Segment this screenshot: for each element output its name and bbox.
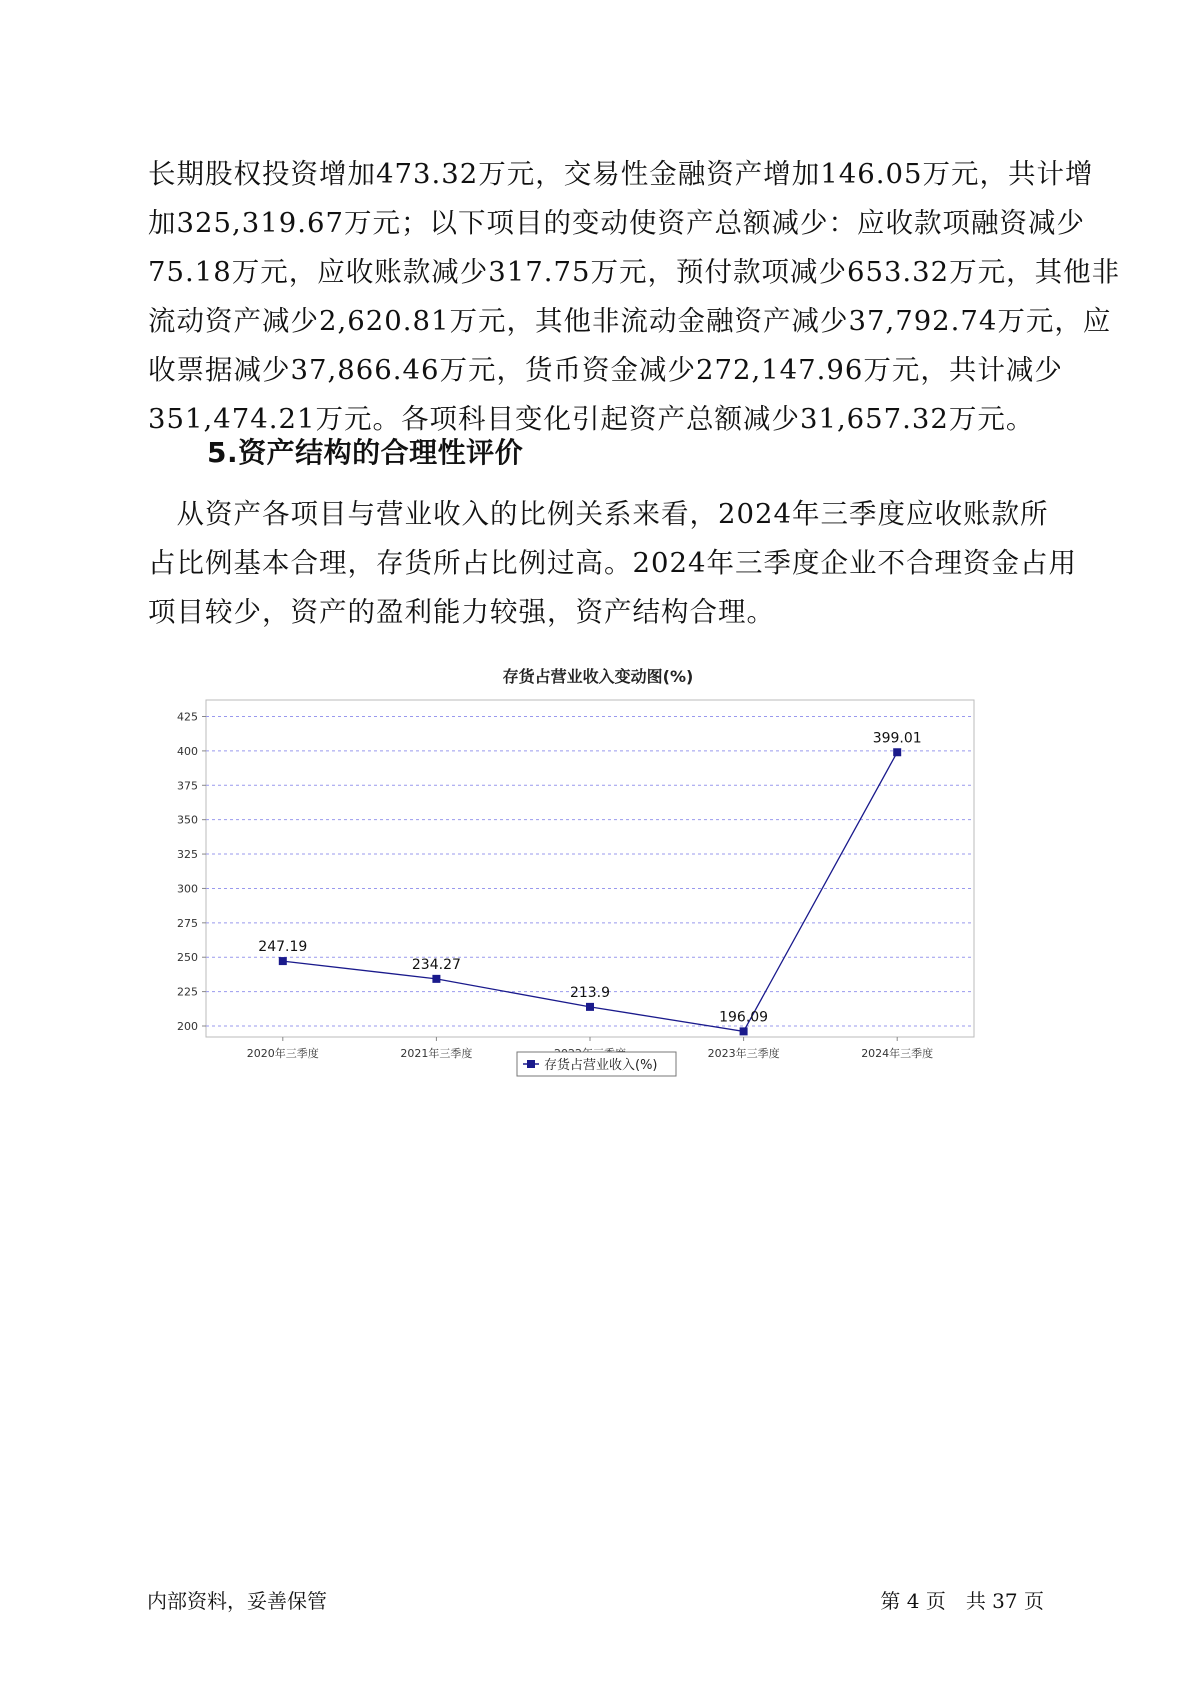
y-tick-label: 275 (177, 916, 198, 930)
y-tick-label: 225 (177, 985, 198, 999)
section-heading: 5.资产结构的合理性评价 (207, 436, 524, 469)
data-point (893, 748, 901, 756)
text-line: 流动资产减少2,620.81万元，其他非流动金融资产减少37,792.74万元，应 (148, 305, 1112, 337)
data-point (432, 975, 440, 983)
y-tick-label: 200 (177, 1019, 198, 1033)
y-tick-label: 300 (177, 882, 198, 896)
text-line: 75.18万元，应收账款减少317.75万元，预付款项减少653.32万元，其他非 (148, 256, 1121, 288)
y-tick-label: 425 (177, 710, 198, 724)
x-tick-label: 2021年三季度 (400, 1047, 473, 1060)
legend-label: 存货占营业收入(%) (544, 1058, 658, 1073)
paragraph-structure-evaluation (148, 490, 1077, 637)
paragraph-asset-changes (148, 150, 1121, 444)
text-line: 项目较少，资产的盈利能力较强，资产结构合理。 (148, 596, 775, 628)
y-axis (177, 711, 206, 1033)
footer-page-number: 第 4 页 共 37 页 (880, 1589, 1044, 1613)
text-line: 长期股权投资增加473.32万元，交易性金融资产增加146.05万元，共计增 (148, 158, 1094, 190)
data-label: 247.19 (258, 939, 308, 956)
x-tick-label: 2023年三季度 (707, 1047, 780, 1060)
legend-square-marker (527, 1060, 535, 1068)
x-tick-label: 2024年三季度 (861, 1047, 934, 1060)
y-tick-label: 400 (177, 744, 198, 758)
footer-confidential: 内部资料，妥善保管 (147, 1589, 327, 1613)
data-label: 196.09 (719, 1009, 769, 1026)
x-tick-label: 2020年三季度 (246, 1047, 319, 1060)
text-line: 收票据减少37,866.46万元，货币资金减少272,147.96万元，共计减少 (148, 354, 1063, 386)
text-line: 351,474.21万元。各项科目变化引起资产总额减少31,657.32万元。 (148, 403, 1035, 435)
data-point (586, 1003, 594, 1011)
text-line: 从资产各项目与营业收入的比例关系来看，2024年三季度应收账款所 (148, 498, 1049, 530)
text-line: 占比例基本合理，存货所占比例过高。2024年三季度企业不合理资金占用 (148, 547, 1077, 579)
y-tick-label: 375 (177, 779, 198, 793)
text-line: 加325,319.67万元；以下项目的变动使资产总额减少：应收款项融资减少 (148, 207, 1085, 239)
y-tick-label: 325 (177, 848, 198, 862)
y-tick-label: 250 (177, 951, 198, 965)
legend (517, 1052, 676, 1076)
chart-title: 存货占营业收入变动图(%) (502, 667, 694, 686)
inventory-ratio-chart (150, 650, 1030, 1080)
data-label: 234.27 (411, 956, 461, 973)
data-label: 213.9 (569, 984, 611, 1001)
data-label: 399.01 (872, 730, 922, 747)
data-point (740, 1027, 748, 1035)
y-tick-label: 350 (177, 813, 198, 827)
data-point (279, 957, 287, 965)
